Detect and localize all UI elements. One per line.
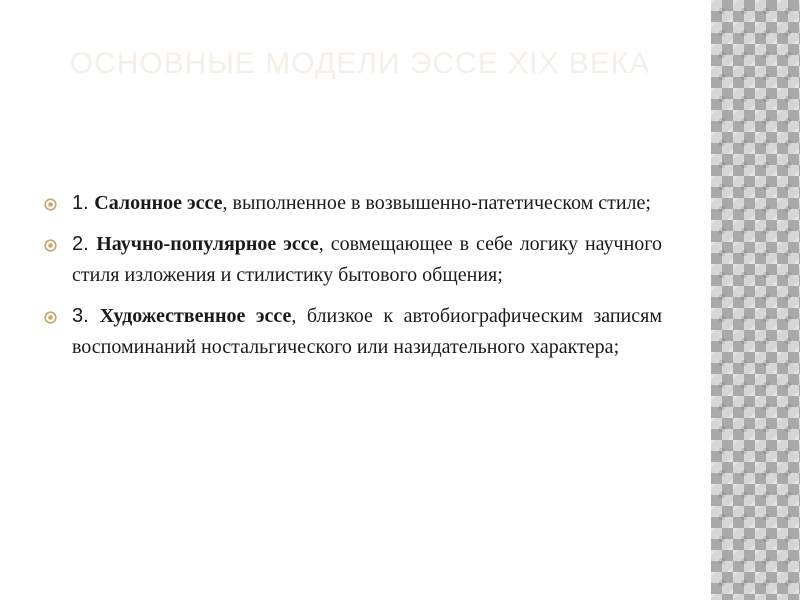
circle-bullet-icon bbox=[44, 198, 57, 211]
circle-bullet-icon bbox=[44, 311, 57, 324]
circle-bullet-icon bbox=[44, 239, 57, 252]
item-text: , совмещающее в себе логику научного стиля изложения и стилистику бытового общения; bbox=[72, 233, 662, 286]
item-term: Научно-популярное эссе bbox=[96, 233, 319, 255]
item-number: 1. bbox=[72, 192, 95, 214]
item-text: , близкое к автобиографическим записям воспоминаний ностальгического или назидательного характера; bbox=[72, 305, 662, 358]
list-item bbox=[44, 301, 662, 363]
decorative-pattern-panel bbox=[711, 0, 800, 600]
item-number: 2. bbox=[72, 233, 97, 255]
list-item bbox=[44, 229, 662, 291]
bullet-list bbox=[44, 188, 662, 373]
item-term: Художественное эссе bbox=[99, 305, 292, 327]
item-number: 3. bbox=[72, 305, 100, 327]
item-term: Салонное эссе bbox=[94, 192, 223, 214]
item-text: , выполненное в возвышенно-патетическом стиле; bbox=[222, 192, 651, 214]
slide-title: ОСНОВНЫЕ МОДЕЛИ ЭССЕ XIX ВЕКА bbox=[69, 47, 651, 80]
list-item bbox=[44, 188, 662, 219]
